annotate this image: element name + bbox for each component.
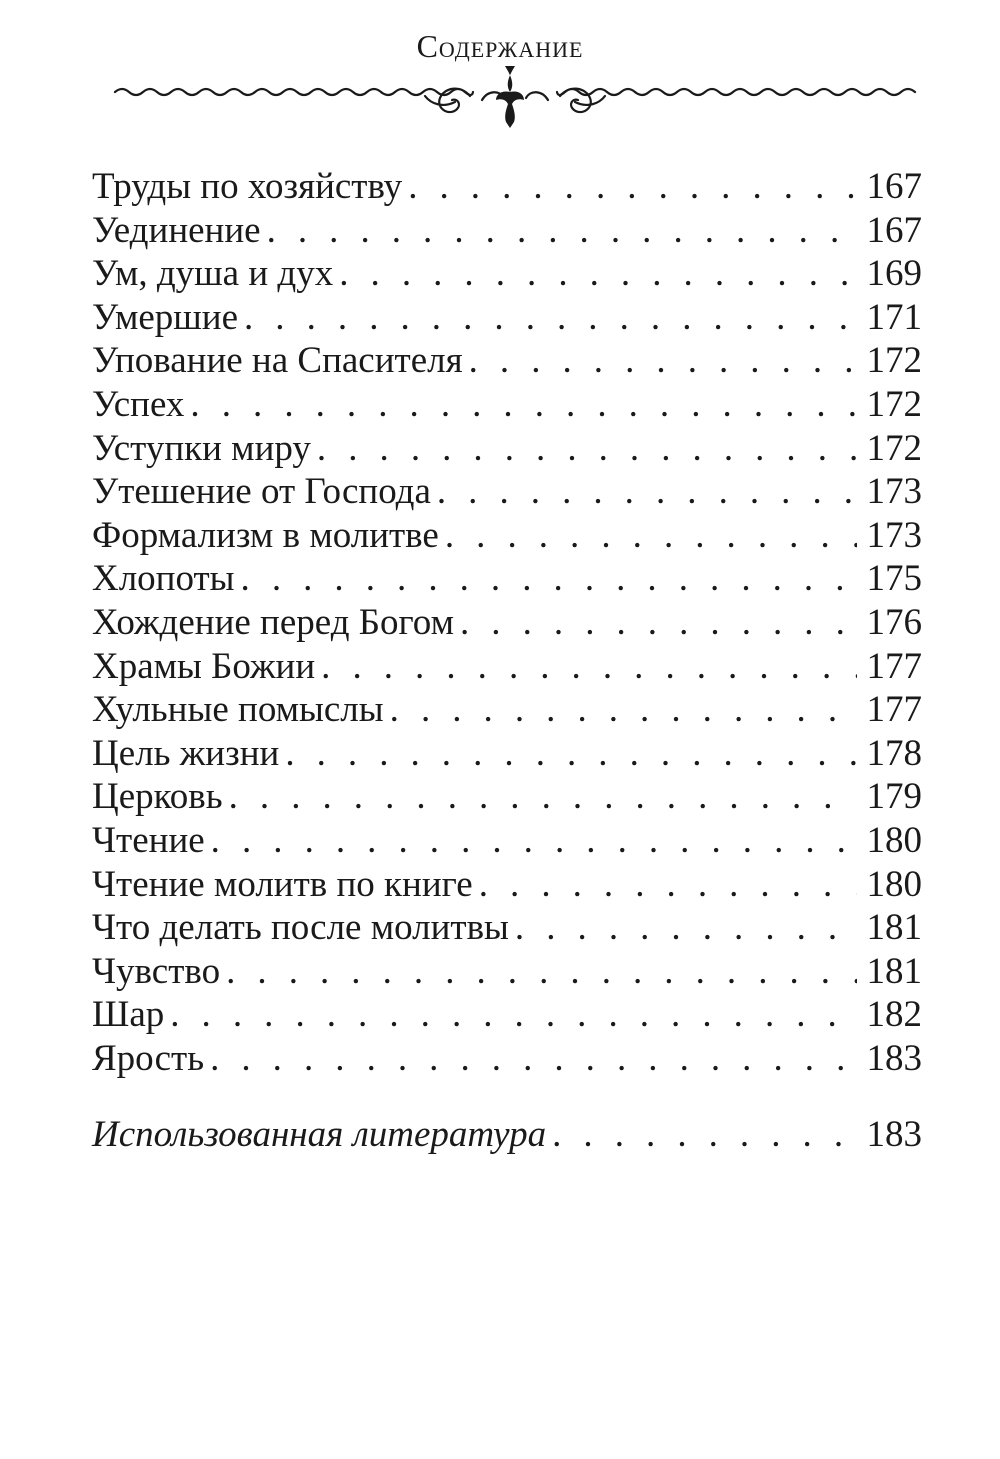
toc-entry-title: Шар <box>92 994 165 1036</box>
toc-entry-page: 173 <box>866 514 922 556</box>
toc-entry[interactable] <box>92 645 922 689</box>
toc-entry-title: Хульные помыслы <box>92 689 384 731</box>
dot-leader <box>321 645 856 689</box>
dot-leader <box>515 906 857 950</box>
toc-entry[interactable] <box>92 383 922 427</box>
toc-entry[interactable] <box>92 252 922 296</box>
dot-leader <box>390 688 857 732</box>
toc-entry-title: Хлопоты <box>92 558 235 600</box>
toc-entry[interactable] <box>92 688 922 732</box>
toc-entry-page: 173 <box>866 471 922 513</box>
toc-entry-title: Утешение от Господа <box>92 471 431 513</box>
running-head-title: Содержание <box>416 28 584 64</box>
toc-entry-page: 167 <box>866 209 922 251</box>
toc-entry-page: 176 <box>866 601 922 643</box>
toc-entry-page: 172 <box>866 427 922 469</box>
toc-entry-page: 180 <box>866 819 922 861</box>
toc-entry-title: Успех <box>92 383 185 425</box>
dot-leader <box>469 339 857 383</box>
dot-leader <box>460 601 857 645</box>
toc-entry-title: Формализм в молитве <box>92 514 439 556</box>
toc-entry[interactable] <box>92 339 922 383</box>
dot-leader <box>339 252 856 296</box>
dot-leader <box>437 470 857 514</box>
toc-entry-page: 171 <box>866 296 922 338</box>
table-of-contents <box>92 165 922 1080</box>
toc-entry-title: Храмы Божии <box>92 645 316 687</box>
dot-leader <box>285 732 856 776</box>
toc-entry-page: 177 <box>866 645 922 687</box>
toc-entry-literature[interactable] <box>92 1113 922 1157</box>
toc-entry-title: Уступки миру <box>92 427 311 469</box>
toc-entry[interactable] <box>92 863 922 907</box>
toc-entry-title: Цель жизни <box>92 732 280 774</box>
toc-entry[interactable] <box>92 775 922 819</box>
toc-entry-title: Хождение перед Богом <box>92 601 454 643</box>
toc-entry[interactable] <box>92 993 922 1037</box>
toc-entry[interactable] <box>92 470 922 514</box>
toc-entry-page: 167 <box>866 166 922 207</box>
toc-entry-title: Ярость <box>92 1037 205 1079</box>
toc-entry[interactable] <box>92 165 922 209</box>
toc-entry-title: Чувство <box>92 950 221 992</box>
toc-entry-title: Чтение молитв по книге <box>92 863 473 905</box>
toc-entry[interactable] <box>92 514 922 558</box>
toc-entry-title: Труды по хозяйству <box>92 166 403 207</box>
dot-leader <box>229 775 857 819</box>
toc-entry-page: 178 <box>866 732 922 774</box>
dot-leader <box>479 863 857 907</box>
toc-entry-page: 183 <box>866 1037 922 1079</box>
toc-entry-page: 180 <box>866 863 922 905</box>
flourish-divider-icon <box>110 62 920 132</box>
toc-entry[interactable] <box>92 906 922 950</box>
dot-leader <box>408 165 856 209</box>
dot-leader <box>317 427 857 471</box>
toc-entry[interactable] <box>92 427 922 471</box>
toc-entry-title: Церковь <box>92 776 223 818</box>
dot-leader <box>241 557 857 601</box>
toc-entry[interactable] <box>92 950 922 994</box>
toc-entry-title: Уединение <box>92 209 261 251</box>
toc-entry[interactable] <box>92 557 922 601</box>
dot-leader <box>244 296 857 340</box>
toc-entry-page: 179 <box>866 776 922 818</box>
toc-entry-page: 172 <box>866 383 922 425</box>
toc-entry-page: 181 <box>866 907 922 949</box>
toc-entry-title: Что делать после молитвы <box>92 907 509 949</box>
toc-entry-title: Чтение <box>92 819 205 861</box>
toc-entry[interactable] <box>92 601 922 645</box>
toc-entry-page: 175 <box>866 558 922 600</box>
toc-entry-title: Ум, душа и дух <box>92 253 334 295</box>
dot-leader <box>226 950 856 994</box>
toc-entry[interactable] <box>92 296 922 340</box>
toc-entry-page: 177 <box>866 689 922 731</box>
dot-leader <box>552 1113 856 1157</box>
toc-entry-title: Упование на Спасителя <box>92 340 463 382</box>
toc-entry-page: 181 <box>866 950 922 992</box>
dot-leader <box>445 514 857 558</box>
toc-entry-page: 182 <box>866 994 922 1036</box>
toc-entry-page: 183 <box>866 1114 922 1155</box>
dot-leader <box>210 1037 856 1081</box>
toc-entry-page: 169 <box>866 253 922 295</box>
toc-entry[interactable] <box>92 1037 922 1081</box>
dot-leader <box>211 819 857 863</box>
toc-entry[interactable] <box>92 209 922 253</box>
dot-leader <box>170 993 856 1037</box>
dot-leader <box>267 209 857 253</box>
toc-entry-title: Использованная литература <box>92 1114 547 1155</box>
toc-entry[interactable] <box>92 732 922 776</box>
toc-entry-title: Умершие <box>92 296 238 338</box>
dot-leader <box>190 383 856 427</box>
toc-entry-page: 172 <box>866 340 922 382</box>
toc-entry[interactable] <box>92 819 922 863</box>
